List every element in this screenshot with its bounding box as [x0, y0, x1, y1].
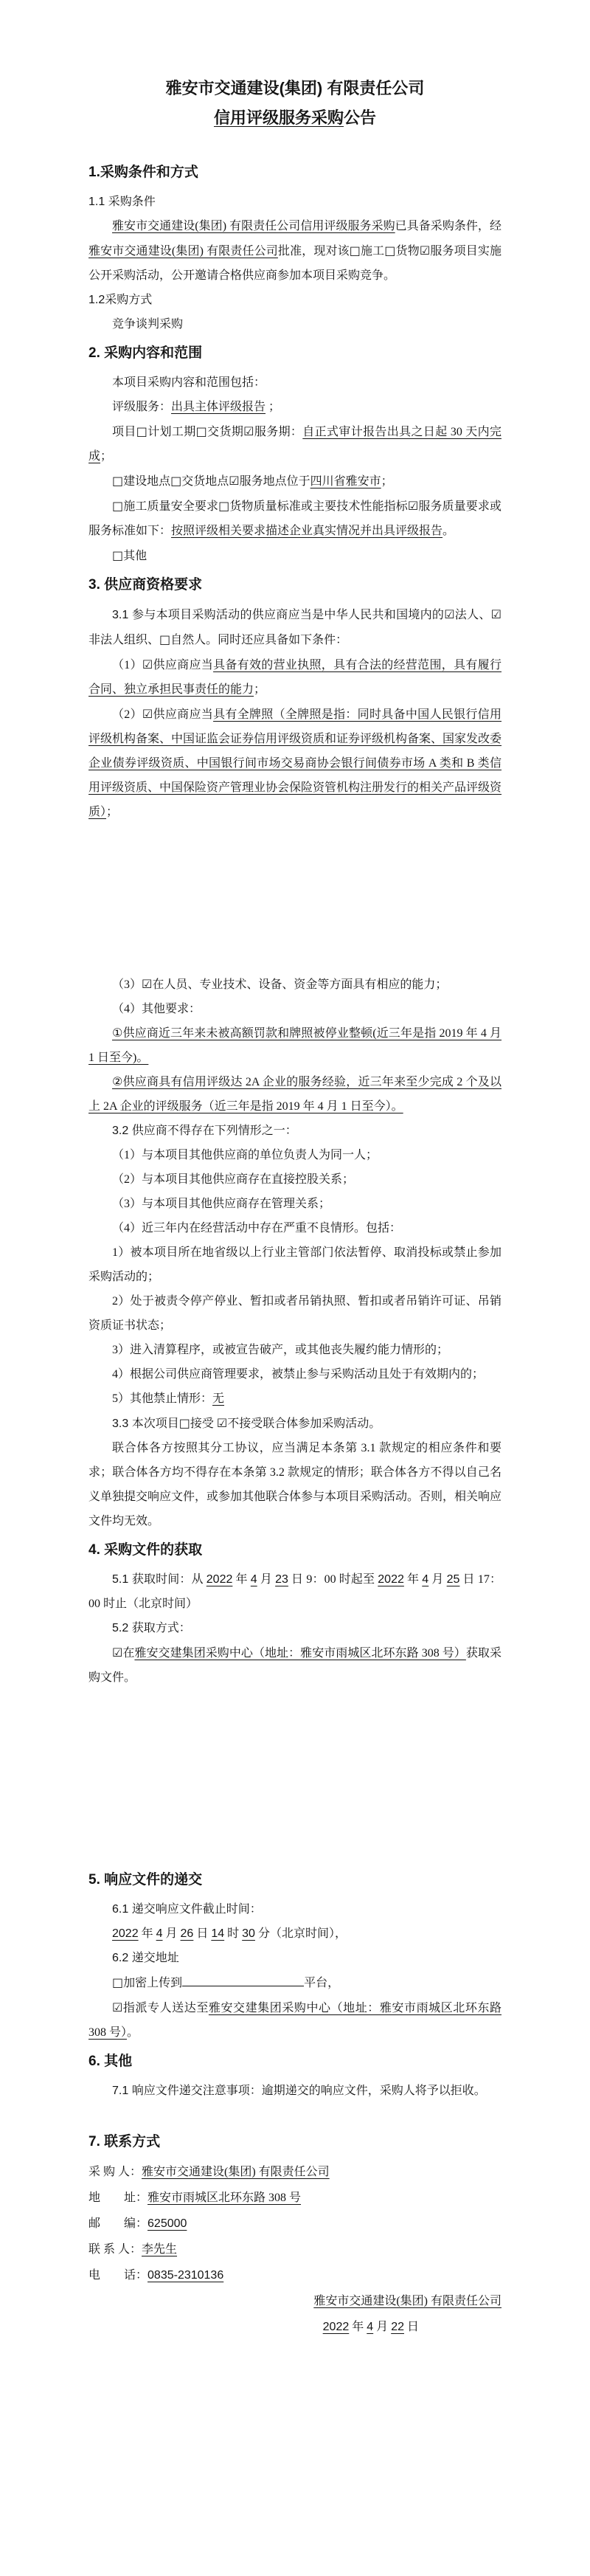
subsection-1-1 — [88, 190, 502, 214]
subsection-5-1 — [88, 1567, 502, 1616]
text-run: （4）近三年内在经营活动中存在严重不良情形。包括： — [112, 1222, 402, 1235]
underlined-text: 雅安市交通建设(集团) 有限责任公司 — [88, 245, 278, 258]
paragraph — [88, 494, 502, 543]
paragraph — [88, 1640, 502, 1690]
checkbox-checked-icon: ☑ — [490, 607, 502, 621]
underlined-text: 2022 — [378, 1573, 404, 1586]
spacer — [88, 1690, 502, 1863]
text-run: 3.1 — [112, 609, 132, 621]
underlined-text: 2022 — [322, 2321, 350, 2333]
text-run: 电 话： — [88, 2269, 148, 2282]
text-run: 服务地点位于 — [239, 475, 310, 488]
underlined-text: 26 — [180, 1927, 194, 1940]
checkbox-unchecked-icon: □ — [178, 1416, 190, 1430]
checkbox-checked-icon: ☑ — [142, 707, 153, 721]
text-run: 法人、 — [454, 609, 491, 621]
underlined-text: 4 — [422, 1573, 429, 1586]
text-run: 3）进入清算程序，或被宣告破产，或其他丧失履约能力情形的； — [112, 1344, 449, 1356]
section-heading-3 — [88, 573, 502, 598]
text-run: 年 — [349, 2321, 367, 2333]
text-run: 项目 — [112, 426, 136, 438]
signature-date — [88, 2314, 502, 2340]
underlined-text: 雅安市交通建设(集团) 有限责任公司 — [142, 2166, 330, 2178]
text-run: 其他 — [123, 550, 148, 562]
paragraph — [88, 543, 502, 568]
text-run: 加密上传到 — [123, 1977, 183, 1989]
text-run: 月 — [257, 1573, 276, 1586]
text-run: 1.2 — [88, 294, 105, 306]
paragraph — [88, 469, 502, 494]
checkbox-checked-icon: ☑ — [112, 2000, 123, 2014]
checkbox-unchecked-icon: □ — [112, 474, 124, 488]
text-run: 施工 — [361, 245, 385, 258]
underlined-text: 出具主体评级报告 — [171, 401, 266, 413]
checkbox-checked-icon: ☑ — [216, 1416, 228, 1430]
paragraph — [88, 1436, 502, 1533]
text-run: ； — [381, 475, 393, 488]
checkbox-checked-icon: ☑ — [407, 499, 419, 513]
text-run: 非法人组织、 — [88, 634, 160, 646]
underlined-text: 雅安交建集团采购中心（地址：雅安市雨城区北环东路 308 号） — [134, 1647, 466, 1660]
text-run: 服务期： — [254, 426, 303, 438]
contact-purchaser — [88, 2159, 502, 2185]
checkbox-unchecked-icon: □ — [112, 1975, 124, 1989]
text-run: 。 — [442, 525, 455, 537]
text-run: （3）与本项目其他供应商存在管理关系； — [112, 1198, 331, 1210]
text-run: 年 — [403, 1573, 423, 1586]
paragraph — [88, 1338, 502, 1362]
text-run: 1.1 — [88, 196, 108, 208]
text-run: 交货地点 — [181, 475, 229, 488]
subsection-1-2 — [88, 288, 502, 312]
checkbox-checked-icon: ☑ — [444, 607, 455, 621]
underlined-text: 23 — [275, 1573, 288, 1586]
section-heading-1 — [88, 160, 502, 185]
paragraph — [88, 1362, 502, 1387]
text-run: 在人员、专业技术、设备、资金等方面具有相应的能力； — [152, 978, 448, 991]
checkbox-checked-icon: ☑ — [229, 474, 240, 488]
paragraph — [88, 702, 502, 824]
text-run: 5.2 — [112, 1622, 132, 1634]
text-run: 日 17：00 时止（北京时间） — [88, 1573, 502, 1610]
text-run: 建设地点 — [123, 475, 171, 488]
checkbox-unchecked-icon: □ — [218, 499, 230, 513]
text-run: 不接受联合体参加采购活动。 — [227, 1418, 381, 1430]
text-run: 2. 采购内容和范围 — [88, 345, 203, 361]
text-run: 接受 — [190, 1418, 217, 1430]
checkbox-checked-icon: ☑ — [243, 424, 254, 438]
underlined-text: 自正式审计报告出具之日起 30 天内完成 — [88, 426, 502, 463]
paragraph — [88, 419, 502, 469]
underlined-text: 4 — [250, 1573, 257, 1586]
text-run: （4）其他要求： — [112, 1003, 201, 1015]
signature-company — [88, 2288, 502, 2314]
text-run: 4. 采购文件的获取 — [88, 1542, 203, 1558]
text-run: 供应商不得存在下列情形之一： — [131, 1125, 297, 1137]
text-run: 已具备采购条件，经 — [395, 220, 502, 232]
text-run: 时 — [224, 1927, 243, 1940]
underlined-text: 雅安市雨城区北环东路 308 号 — [148, 2192, 302, 2204]
text-run: 地 址： — [88, 2192, 148, 2204]
contact-phone — [88, 2262, 502, 2288]
paragraph — [88, 1387, 502, 1411]
text-run: 服务质量要求或服务标准如下： — [88, 500, 502, 537]
underlined-text: 信用评级服务采购 — [213, 108, 344, 127]
document-title-line1 — [88, 74, 502, 103]
checkbox-unchecked-icon: □ — [136, 424, 148, 438]
text-run: 3.3 — [112, 1418, 132, 1430]
paragraph — [88, 1070, 502, 1119]
text-run: （1） — [112, 659, 142, 671]
text-run: 批准，现对该 — [277, 245, 350, 258]
text-run: 日 9：00 时起至 — [288, 1573, 378, 1586]
text-run: 服务项目实施公开采购活动，公开邀请合格供应商参加本项目采购竞争。 — [88, 245, 502, 282]
section-heading-6 — [88, 2049, 502, 2074]
text-run: 6.1 — [112, 1903, 132, 1916]
text-run: ； — [254, 683, 266, 696]
underlined-text: 2022 — [206, 1573, 233, 1586]
text-run: 评级服务： — [112, 401, 172, 413]
subsection-6-2 — [88, 1946, 502, 1970]
underlined-text: 25 — [446, 1573, 460, 1586]
checkbox-unchecked-icon: □ — [349, 244, 361, 258]
paragraph — [88, 1167, 502, 1192]
text-run: 施工质量安全要求 — [123, 500, 219, 513]
text-run: 1.采购条件和方式 — [88, 165, 198, 180]
text-run: 月 — [373, 2321, 392, 2333]
text-run: 交货期 — [207, 426, 244, 438]
text-run: 年 — [232, 1573, 251, 1586]
paragraph — [88, 1289, 502, 1338]
text-run: 6.2 — [112, 1952, 132, 1964]
contact-address — [88, 2185, 502, 2211]
underlined-text: 李先生 — [142, 2243, 178, 2256]
text-run: ； — [266, 401, 281, 413]
checkbox-unchecked-icon: □ — [384, 244, 396, 258]
checkbox-unchecked-icon: □ — [112, 548, 124, 562]
subsection-7-1 — [88, 2079, 502, 2103]
section-heading-5 — [88, 1868, 502, 1893]
checkbox-unchecked-icon: □ — [112, 499, 124, 513]
text-run: 本项目采购内容和范围包括： — [112, 376, 266, 389]
text-run: 邮 编： — [88, 2217, 148, 2230]
paragraph — [88, 1192, 502, 1216]
text-run: 5）其他禁止情形： — [112, 1392, 213, 1405]
text-run: 获取方式： — [131, 1622, 191, 1634]
text-run: （3） — [112, 978, 142, 991]
text-run: （2）与本项目其他供应商存在直接控股关系； — [112, 1173, 355, 1186]
subsection-5-2 — [88, 1616, 502, 1640]
contact-person — [88, 2237, 502, 2262]
text-run: 递交响应文件截止时间： — [131, 1903, 262, 1916]
text-run: 4）根据公司供应商管理要求，被禁止参与采购活动且处于有效期内的； — [112, 1368, 485, 1381]
text-run: 日 — [403, 2321, 419, 2333]
text-run: 公告 — [344, 108, 377, 127]
underlined-text: 2022 — [112, 1927, 139, 1940]
text-run: 响应文件递交注意事项：逾期递交的响应文件，采购人将予以拒收。 — [131, 2085, 486, 2097]
paragraph — [88, 1143, 502, 1167]
underlined-text: 雅安市交通建设(集团) 有限责任公司信用评级服务采购 — [112, 220, 395, 232]
underlined-text: 14 — [211, 1927, 225, 1940]
text-run: 自然人。同时还应具备如下条件： — [170, 634, 348, 646]
text-run: 计划工期 — [148, 426, 196, 438]
underlined-text: ②供应商具有信用评级达 2A 企业的服务经验，近三年来至少完成 2 个及以上 2A 企业的评级服务（近三年是指 2019 年 4 月 1 日至今）。 — [88, 1076, 502, 1113]
text-run: 联合体各方按照其分工协议，应当满足本条第 3.1 款规定的相应条件和要求；联合体各方均不得存在本条第 3.2 款规定的情形；联合体各方不得以自己名义单独提交响应文件，或参加其他联合体参与本项目采购活动。否则，相关响应文件均无效。 — [88, 1442, 502, 1527]
underlined-text: 无 — [212, 1392, 225, 1405]
text-run: 递交地址 — [131, 1952, 179, 1964]
underlined-text: 625000 — [148, 2217, 187, 2230]
text-run: 获取采购文件。 — [88, 1647, 502, 1684]
paragraph — [88, 312, 502, 336]
text-run: 月 — [428, 1573, 447, 1586]
subsection-6-1 — [88, 1897, 502, 1921]
subsection-3-2 — [88, 1119, 502, 1143]
text-run: 联 系 人： — [88, 2243, 142, 2256]
section-heading-2 — [88, 341, 502, 366]
contact-postcode — [88, 2211, 502, 2237]
checkbox-checked-icon: ☑ — [419, 244, 431, 258]
text-run: 2）处于被责令停产停业、暂扣或者吊销执照、暂扣或者吊销许可证、吊销资质证书状态； — [88, 1295, 502, 1332]
text-run: 1）被本项目所在地省级以上行业主管部门依法暂停、取消投标或禁止参加采购活动的； — [88, 1246, 502, 1283]
text-run: 年 — [138, 1927, 156, 1940]
text-run: 5.1 — [112, 1573, 132, 1586]
underlined-text: 30 — [242, 1927, 255, 1940]
underlined-text: 按照评级相关要求描述企业真实情况并出具评级报告 — [171, 525, 443, 537]
text-run: 供应商应当 — [153, 708, 214, 721]
underlined-text: 22 — [391, 2321, 404, 2333]
text-run: 参与本项目采购活动的供应商应当是中华人民共和国境内的 — [131, 609, 445, 621]
paragraph — [88, 1995, 502, 2045]
text-run: 采购方式 — [105, 294, 153, 306]
section-heading-4 — [88, 1538, 502, 1563]
paragraph — [88, 652, 502, 702]
text-run: 月 — [162, 1927, 181, 1940]
text-run: 3.2 — [112, 1125, 132, 1137]
blank-underline — [182, 1973, 304, 1986]
paragraph — [88, 214, 502, 288]
text-run: 平台， — [304, 1977, 340, 1989]
text-run: 采 购 人： — [88, 2166, 142, 2178]
underlined-text: 具备有效的营业执照，具有合法的经营范围，具有履行合同、独立承担民事责任的能力 — [88, 659, 502, 696]
text-run: ； — [106, 806, 119, 818]
text-run: 7.1 — [112, 2085, 132, 2097]
paragraph — [88, 1970, 502, 1995]
text-run: 采购条件 — [108, 196, 156, 208]
subsection-3-3 — [88, 1411, 502, 1436]
checkbox-unchecked-icon: □ — [170, 474, 182, 488]
paragraph — [88, 395, 502, 419]
checkbox-checked-icon: ☑ — [142, 977, 153, 991]
spacer — [88, 824, 502, 972]
paragraph — [88, 1216, 502, 1240]
section-heading-7 — [88, 2130, 502, 2155]
checkbox-checked-icon: ☑ — [112, 1646, 123, 1660]
text-run: 获取时间：从 — [131, 1573, 206, 1586]
checkbox-checked-icon: ☑ — [142, 657, 153, 671]
paragraph — [88, 1240, 502, 1289]
text-run: （1）与本项目其他供应商的单位负责人为同一人； — [112, 1149, 378, 1161]
underlined-text: 4 — [367, 2321, 374, 2333]
text-run: 6. 其他 — [88, 2054, 133, 2069]
text-run: 5. 响应文件的递交 — [88, 1872, 203, 1888]
checkbox-unchecked-icon: □ — [195, 424, 208, 438]
underlined-text: 4 — [156, 1927, 163, 1940]
text-run: 在 — [122, 1647, 135, 1660]
text-run: 指派专人送达至 — [122, 2002, 209, 2014]
document-title-line2 — [88, 103, 502, 133]
underlined-text: 0835-2310136 — [148, 2269, 224, 2282]
spacer — [88, 2103, 502, 2125]
underlined-text: 具有全牌照（全牌照是指：同时具备中国人民银行信用评级机构备案、中国证监会证券信用评级资质和证券评级机构备案、国家发改委企业债券评级资质、中国银行间市场交易商协会银行间债券市场 A 类和 B 类信用评级资质、中国保险资产管理业协会保险资管机构注册发行的相关产品评级资质） — [88, 708, 502, 818]
underlined-text: 四川省雅安市 — [310, 475, 381, 488]
text-run: ； — [100, 450, 113, 463]
text-run: 3. 供应商资格要求 — [88, 577, 203, 593]
checkbox-unchecked-icon: □ — [159, 632, 171, 646]
text-run: 本次项目 — [131, 1418, 179, 1430]
text-run: 雅安市交通建设(集团) 有限责任公司 — [165, 79, 425, 97]
underlined-text: 雅安交建集团采购中心（地址：雅安市雨城区北环东路 308 号） — [88, 2002, 502, 2039]
text-run: （2） — [112, 708, 142, 721]
paragraph — [88, 997, 502, 1021]
paragraph — [88, 1921, 502, 1946]
text-run: 货物 — [395, 245, 420, 258]
text-run: 分（北京时间）， — [254, 1927, 347, 1940]
paragraph — [88, 972, 502, 997]
paragraph — [88, 370, 502, 395]
text-run: 竞争谈判采购 — [112, 318, 184, 331]
text-run: 货物质量标准或主要技术性能指标 — [229, 500, 408, 513]
underlined-text: 雅安市交通建设(集团) 有限责任公司 — [313, 2295, 502, 2307]
text-run: 7. 联系方式 — [88, 2134, 161, 2149]
underlined-text: ①供应商近三年来未被高额罚款和牌照被停业整顿(近三年是指 2019 年 4 月 1 日至今)。 — [88, 1027, 502, 1064]
text-run: 。 — [127, 2026, 139, 2039]
subsection-3-1 — [88, 602, 502, 652]
text-run: 日 — [193, 1927, 212, 1940]
paragraph — [88, 1021, 502, 1070]
text-run: 供应商应当 — [153, 659, 214, 671]
